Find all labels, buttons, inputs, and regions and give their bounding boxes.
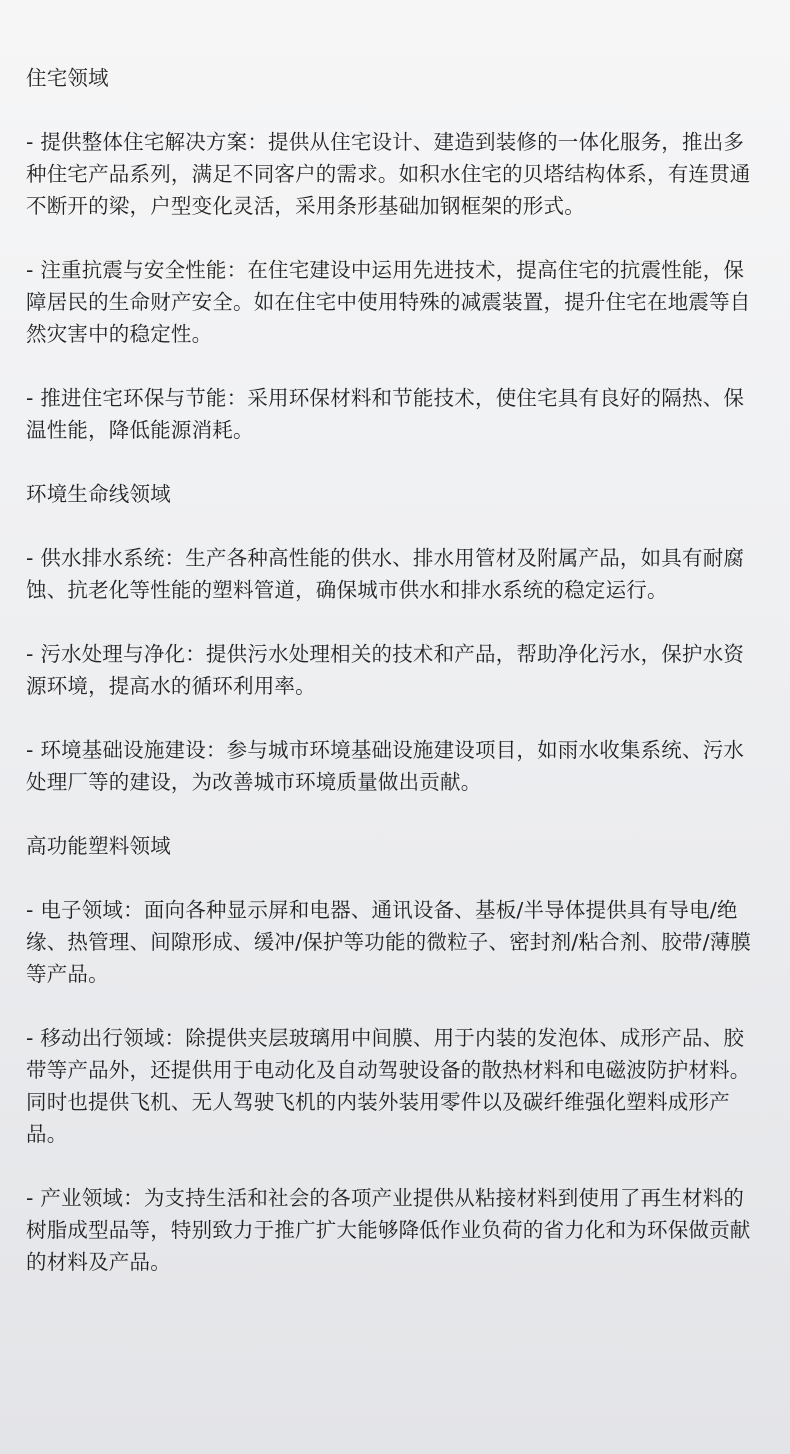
bullet-env-sewage: - 污水处理与净化：提供污水处理相关的技术和产品，帮助净化污水，保护水资源环境，提高水的循环利用率。 — [26, 642, 745, 698]
bullet-plastics-electronics: - 电子领域：面向各种显示屏和电器、通讯设备、基板/半导体提供具有导电/绝缘、热管理、间隙形成、缓冲/保护等功能的微粒子、密封剂/粘合剂、胶带/薄膜等产品。 — [26, 898, 752, 986]
section-heading-plastics: 高功能塑料领域 — [26, 834, 171, 858]
bullet-housing-solutions: - 提供整体住宅解决方案：提供从住宅设计、建造到装修的一体化服务，推出多种住宅产品系列，满足不同客户的需求。如积水住宅的贝塔结构体系，有连贯通不断开的梁，户型变化灵活，采用条形基础加钢框架的形式。 — [26, 130, 751, 218]
bullet-plastics-mobility: - 移动出行领域：除提供夹层玻璃用中间膜、用于内装的发泡体、成形产品、胶带等产品外，还提供用于电动化及自动驾驶设备的散热材料和电磁波防护材料。同时也提供飞机、无人驾驶飞机的内装外装用零件以及碳纤维强化塑料成形产品。 — [26, 1026, 751, 1146]
section-heading-housing: 住宅领域 — [26, 66, 109, 90]
bullet-plastics-industry: - 产业领域：为支持生活和社会的各项产业提供从粘接材料到使用了再生材料的树脂成型品等，特别致力于推广扩大能够降低作业负荷的省力化和为环保做贡献的材料及产品。 — [26, 1186, 751, 1274]
bullet-env-infrastructure: - 环境基础设施建设：参与城市环境基础设施建设项目，如雨水收集系统、污水处理厂等的建设，为改善城市环境质量做出贡献。 — [26, 738, 745, 794]
section-heading-environment: 环境生命线领域 — [26, 482, 171, 506]
bullet-env-water-supply: - 供水排水系统：生产各种高性能的供水、排水用管材及附属产品，如具有耐腐蚀、抗老化等性能的塑料管道，确保城市供水和排水系统的稳定运行。 — [26, 546, 745, 602]
bullet-housing-eco: - 推进住宅环保与节能：采用环保材料和节能技术，使住宅具有良好的隔热、保温性能，降低能源消耗。 — [26, 386, 745, 442]
bullet-housing-seismic: - 注重抗震与安全性能：在住宅建设中运用先进技术，提高住宅的抗震性能，保障居民的生命财产安全。如在住宅中使用特殊的减震装置，提升住宅在地震等自然灾害中的稳定性。 — [26, 258, 751, 346]
